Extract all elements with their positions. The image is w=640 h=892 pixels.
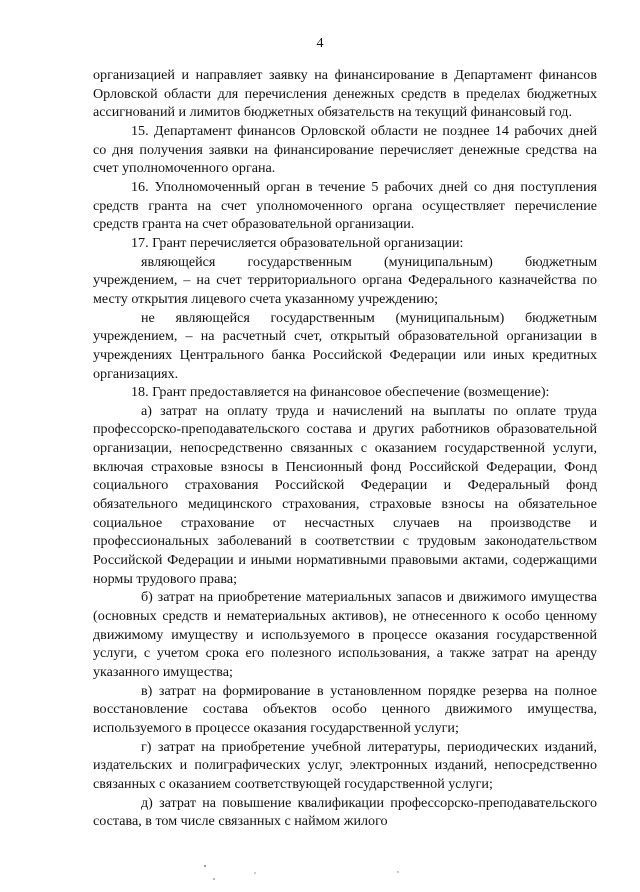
paragraph-15: 15. Департамент финансов Орловской области не позднее 14 рабочих дней со дня получения заявки на финансирование перечисляет денежные средства на счет уполномоченного органа. <box>93 122 597 177</box>
paragraph-18-d: д) затрат на повышение квалификации профессорско-преподавательского состава, в том числе связанных с наймом жилого <box>93 794 597 830</box>
paragraph-17: 17. Грант перечисляется образовательной организации: <box>131 234 464 251</box>
paragraph-14-continuation: организацией и направляет заявку на финансирование в Департамент финансов Орловской области для перечисления денежных средств в пределах бюджетных ассигнований и лимитов бюджетных обязательств на текущий финансовый год. <box>93 67 597 121</box>
page-number: 4 <box>316 36 324 51</box>
paragraph-17-non-budget-institution: не являющейся государственным (муниципальным) бюджетным учреждением, – на расчетный счет, открытый образовательной организации в учреждениях Центрального банка Российской Федерации или иных кредитных организациях. <box>93 309 597 382</box>
paragraph-18-b: б) затрат на приобретение материальных запасов и движимого имущества (основных средств и нематериальных активов), не отнесенного к особо ценному движимому имуществу и используемого в процессе оказания государственной услуги, с учетом срока его полезного использования, а также затрат на аренду указанного имущества; <box>93 589 597 680</box>
paragraph-18-g: г) затрат на приобретение учебной литературы, периодических изданий, издательских и полиграфических услуг, электронных изданий, непосредственно связанных с оказанием соответствующей государственной услуги; <box>93 738 597 792</box>
paragraph-18: 18. Грант предоставляется на финансовое обеспечение (возмещение): <box>131 384 550 401</box>
paragraph-18-a: а) затрат на оплату труда и начислений на выплаты по оплате труда профессорско-преподавательского состава и других работников образовательной организации, непосредственно связанных с оказанием государственной услуги, включая страховые взносы в Пенсионный фонд Российской Федерации, Фонд социального страхования Российской Федерации и Федеральный фонд обязательного медицинского страхования, страховые взносы на обязательное социальное страхование от несчастных случаев на производстве и профессиональных заболеваний в соответствии с трудовым законодательством Российской Федерации и иными нормативными правовыми актами, содержащими нормы трудового права; <box>93 402 597 587</box>
paragraph-16: 16. Уполномоченный орган в течение 5 рабочих дней со дня поступления средств гранта на счет уполномоченного органа осуществляет перечисление средств гранта на счет образовательной организации. <box>93 178 597 233</box>
paragraph-17-budget-institution: являющейся государственным (муниципальным) бюджетным учреждением, – на счет территориального органа Федерального казначейства по месту открытия лицевого счета указанному учреждению; <box>93 253 597 307</box>
paragraph-18-v: в) затрат на формирование в установленном порядке резерва на полное восстановление состава объектов особо ценного движимого имущества, используемого в процессе оказания государственной услуги; <box>93 682 597 736</box>
